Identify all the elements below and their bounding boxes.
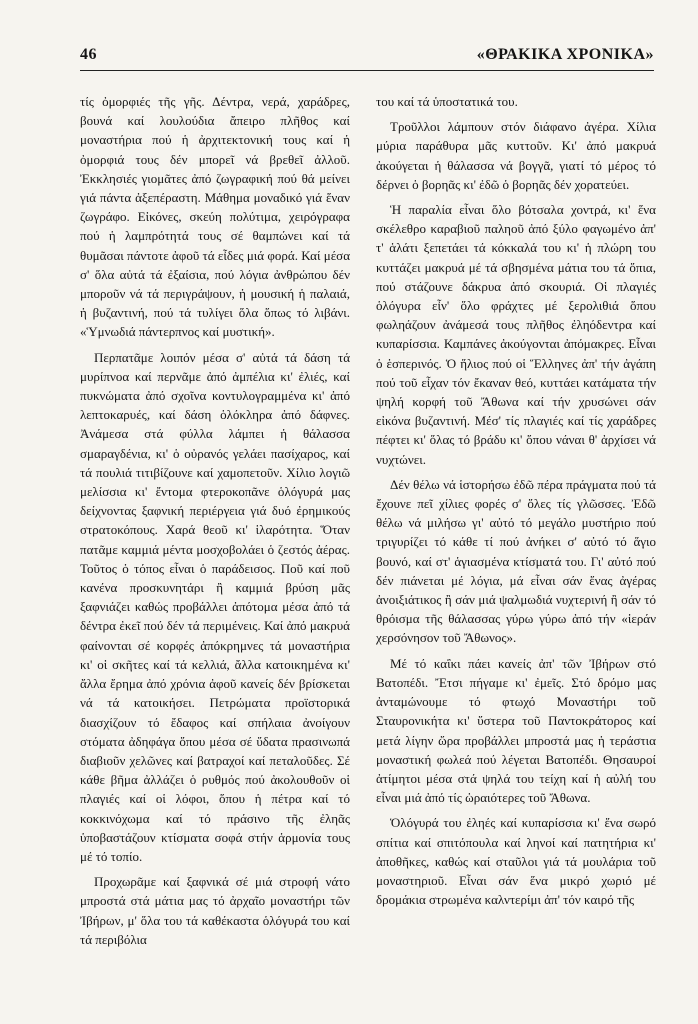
running-title: «ΘΡΑΚΙΚΑ ΧΡΟΝΙΚΑ» bbox=[476, 46, 654, 63]
paragraph: Μέ τό καΐκι πάει κανείς ἀπ' τῶν Ἰβήρων στό Βατοπέδι. Ἔτσι πήγαμε κι' ἐμεῖς. Στό δρόμο μας ἀνταμώνουμε τό φτωχό Μοναστήρι τοῦ Σταυρονικήτα κι' ὕστερα τοῦ Παντοκράτορος καί μετά λίγην ὥρα προβάλλει μπροστά μας ἡ τεράστια μοναστική φωλεά πού λέγεται Βατοπέδι. Θησαυροί ἀτίμητοι μέσα στά ψηλά του τείχη καί ἡ αὐλή του εἶναι μιά ἀπό τίς ὡραιότερες τοῦ Ἄθωνα. bbox=[376, 655, 656, 806]
paragraph: Περπατᾶμε λοιπόν μέσα σ' αὐτά τά δάση τά μυρίπνοα καί περνᾶμε ἀπό ἀμπέλια κι' ἐλιές, καί πυκνώματα ἀπό σχοῖνα κοντυλογραμμένα κι' ἀπό λεπτοκαρυές, καί δάση ὁλόκληρα ἀπό δάφνες. Ἀνάμεσα στά φύλλα λάμπει ἡ θάλασσα σμαραγδένια, κι' ὁ οὐρανός γελάει πασίχαρος, καί τά πουλιά τιτιβίζουνε καί χαμοπετοῦν. Χίλιο λογιῶ μελίσσια κι' ἔντομα φτεροκοπᾶνε ὁλόγυρά μας δείχνοντας ξαφνική περιέργεια γιά δυό ἐρημικούς στρατοκόπους. Χαρά θεοῦ κι' ἱλαρότητα. Ὅταν πατᾶμε καμμιά μέντα μοσχοβολάει ὁ ζεστός ἀέρας. Τοῦτος ὁ τόπος εἶναι ὁ παράδεισος. Ποῦ καί ποῦ κανένα προσκυνητάρι ἢ καμμιά βρύση μᾶς ξαφνιάζει καθώς προβάλλει ἀπότομα μέσα ἀπό τά δέντρα ἐκεῖ πού δέν τά περιμένεις. Καί ἀπό μακρυά φαίνονται σέ κορφές ἀπόκρημνες τά μοναστήρια κι' οἱ σκῆτες καί τά κελλιά, ἄλλα κατοικημένα κι' ἄλλα ἔρημα ἀπό χρόνια ἀφοῦ κανείς δέν βρίσκεται νά τά κατοικήσει. Πετρώματα προϊστορικά διασχίζουν τό ἔδαφος καί σπήλαια ἀνοίγουν στόματα ἀδηφάγα ὅπου μέσα σέ ὕδατα πρασινωπά διαβιοῦν χελῶνες καί βατραχοί καί πεταλοῦδες. Σέ κάθε βῆμα ἀλλάζει ὁ ρυθμός πού ἀκολουθοῦν οἱ πλαγιές καί οἱ λόφοι, ὅπου ἡ πέτρα καί τό κοκκινόχωμα καί τό πράσινο τῆς ἐληᾶς ὑποβαστάζουν κτίσματα σοφά στήν ἁρμονία τους μέ τό τοπίο. bbox=[80, 349, 350, 864]
paragraph: Προχωρᾶμε καί ξαφνικά σέ μιά στροφή νάτο μπροστά στά μάτια μας τό ἀρχαῖο μοναστήρι τῶν Ἰβήρων, μ' ὅλα του τά καθέκαστα ὁλόγυρά του καί τά περιβόλια bbox=[80, 874, 350, 947]
paragraph: Δέν θέλω νά ἱστορήσω ἐδῶ πέρα πράγματα πού τά ἔχουνε πεῖ χίλιες φορές σ' ὅλες τίς γλῶσσες. Ἐδῶ θέλω νά μιλήσω γι' αὐτό τό μεγάλο μυστήριο πού τριγυρίζει τό κάθε τί πού ἀνήκει σ' αὐτό τό ἅγιο βουνό, καί στ' ἁγιασμένα κτίσματά του. Γι' αὐτό πού δέν πιάνεται μέ λόγια, μά εἶναι σάν ἕνας ἀγέρας ἀνοιξιάτικος ἢ σάν μιά ψαλμωδιά νυχτερινή ἢ σάν τό θρόισμα τῆς θάλασσας γύρω γύρω ἀπό τήν «ἱεράν χερσόνησον τοῦ Ἄθωνος». bbox=[376, 476, 656, 646]
left-column bbox=[80, 92, 350, 949]
paragraph: του καί τά ὑποστατικά του. bbox=[376, 94, 518, 109]
header-rule bbox=[80, 70, 654, 71]
paragraph: Ὁλόγυρά του ἐληές καί κυπαρίσσια κι' ἕνα σωρό σπίτια καί σπιτόπουλα καί ληνοί καί πατητήρια κι' ἀποθῆκες, καθώς καί σταῦλοι γιά τά μουλάρια τοῦ μοναστηριοῦ. Εἶναι σάν ἕνα μικρό χωριό μέ δρομάκια στρωμένα καλντερίμι ἀπ' τόν καιρό τῆς bbox=[376, 815, 656, 908]
paragraph: τίς ὀμορφιές τῆς γῆς. Δέντρα, νερά, χαράδρες, βουνά καί λουλούδια ἄπειρο πλῆθος καί μοναστήρια πού ἡ ἀρχιτεκτονική τους καί ἡ ὀμορφιά τους δέν μπορεῖ νά βρεθεῖ ἀλλοῦ. Ἐκκλησιές γιομᾶτες ἀπό ζωγραφική πού θά μείνει γιά πάντα ἀξεπέραστη. Μάθημα μοναδικό γιά ἕναν ζωγράφο. Εἰκόνες, σκεύη πολύτιμα, χειρόγραφα πού ἡ λαμπρότητά τους σέ θαμπώνει καί τά θυμᾶσαι πάντοτε ἀφοῦ τά εἶδες μιά φορά. Καί μέσα σ' ὅλα αὐτά τά ἐξαίσια, πού λόγια ἀνθρώπου δέν μποροῦν νά τά περιγράψουν, ἡ μουσική ἡ παλαιά, ἡ βυζαντινή, πού τά τυλίγει ὅλα ὅπως τό λιβάνι. «Ὑμνωδιά πάντερπνος καί μυστική». bbox=[80, 94, 350, 340]
right-column bbox=[376, 92, 656, 909]
page-header bbox=[80, 46, 654, 64]
page-number: 46 bbox=[80, 46, 97, 63]
paragraph: Ἡ παραλία εἶναι ὅλο βότσαλα χοντρά, κι' ἕνα σκέλεθρο καραβιοῦ παληοῦ ἀπό ξύλο φαγωμένο ἀπ' τ' ἁλάτι ξεπετάει τά κόκκαλά του κι' ἡ πλώρη του κυττάζει μακρυά μέ τά σβησμένα μάτια του τά ὅπια, πού στάζουνε δάκρυα ἀπό σκουριά. Οἱ πλαγιές ὁλόγυρα εἶν' ὅλο φράχτες μέ ξερολιθιά ὅπου φωληάζουν ἀνάμεσά τους πλῆθος ἐληόδεντρα καί κυπαρίσσια. Καμπάνες ἀκούγονται ἀπόμακρες. Εἶναι ὁ ἑσπερινός. Ὁ ἥλιος πού οἱ Ἕλληνες ἀπ' τήν ἀγάπη πού τοῦ εἶχαν τόν ἔκαναν θεό, κυττάει κατάματα τήν ψηλή κορφή τοῦ Ἄθωνα καί τήν χρυσώνει σάν εἰκόνα βυζαντινή. Μέσ' τίς πλαγιές καί τίς χαράδρες πέφτει κι' ὅλας τό βράδυ κι' ὅπου νάναι θ' ἀρχίσει νά νυχτώνει. bbox=[376, 202, 656, 467]
paragraph: Τροῦλλοι λάμπουν στόν διάφανο ἀγέρα. Χίλια μύρια παράθυρα μᾶς κυττοῦν. Κι' ἀπό μακρυά ἀκούγεται ἡ θάλασσα νά βογγᾶ, γιατί τό μέρος τό δέρνει ὁ βορηᾶς κι' ἐδῶ ὁ βορηᾶς δέν χορατεύει. bbox=[376, 119, 656, 192]
